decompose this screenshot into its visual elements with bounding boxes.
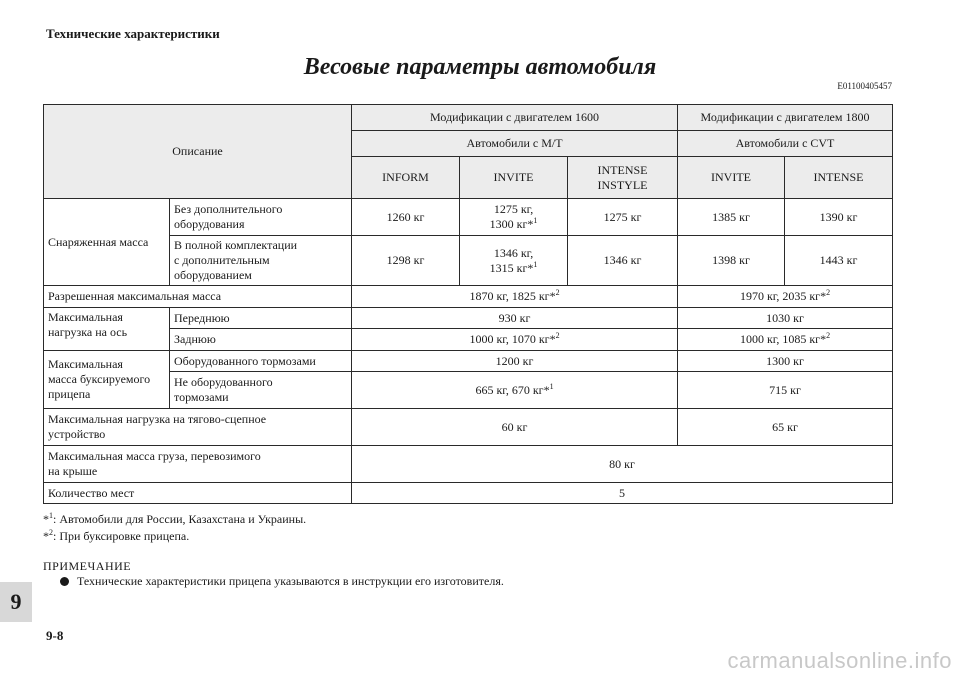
curb-weight-full-sub: В полной комплектации с дополнительным оборудованием — [170, 236, 352, 286]
cell-value: 60 кг — [352, 409, 678, 446]
row-towbar-load-label: Максимальная нагрузка на тягово-сцепное устройство — [44, 409, 352, 446]
cell-line: 1315 кг* — [489, 260, 534, 275]
header-description: Описание — [44, 105, 352, 199]
cell-value — [352, 329, 678, 351]
page-number: 9-8 — [46, 628, 64, 643]
header-invite: INVITE — [460, 157, 568, 199]
trailer-unbraked-sub: Не оборудованного тормозами — [170, 372, 352, 409]
footnote-sup: 1 — [533, 259, 538, 269]
footnote-sup: 2 — [49, 528, 53, 537]
document-code: E01100405457 — [837, 81, 892, 91]
axle-rear-sub: Заднюю — [170, 329, 352, 351]
cell-value: 65 кг — [678, 409, 893, 446]
cell-value: 715 кг — [678, 372, 893, 409]
footnote-sup: 1 — [49, 511, 53, 520]
header-mod-1600: Модификации с двигателем 1600 — [352, 105, 678, 131]
cell-value — [678, 329, 893, 351]
header-invite-cvt: INVITE — [678, 157, 785, 199]
cell-value: 1443 кг — [785, 236, 893, 286]
bullet-icon — [60, 577, 69, 586]
cell-value — [678, 286, 893, 308]
note-title: ПРИМЕЧАНИЕ — [43, 559, 132, 573]
cell-value — [352, 286, 678, 308]
footnote-text: : Автомобили для России, Казахстана и Украины. — [53, 512, 307, 526]
cell-line: 1346 кг, — [493, 245, 534, 260]
note-text: Технические характеристики прицепа указываются в инструкции его изготовителя. — [77, 574, 504, 588]
note-item — [60, 574, 504, 589]
trailer-braked-sub: Оборудованного тормозами — [170, 351, 352, 372]
cell-value: 1030 кг — [678, 308, 893, 329]
chapter-tab: 9 — [0, 582, 32, 622]
cell-text: 1870 кг, 1825 кг* — [469, 289, 556, 303]
row-seats-label: Количество мест — [44, 483, 352, 504]
cell-line: 1300 кг* — [489, 217, 534, 231]
footnote-sup: 2 — [826, 288, 831, 297]
section-header: Технические характеристики — [46, 26, 220, 41]
header-intense-instyle: INTENSE INSTYLE — [568, 157, 678, 199]
cell-text: 665 кг, 670 кг* — [475, 382, 550, 397]
row-max-weight-label: Разрешенная максимальная масса — [44, 286, 352, 308]
footnote-1 — [43, 512, 306, 527]
cell-value: 1275 кг — [568, 199, 678, 236]
cell-value: 1385 кг — [678, 199, 785, 236]
footnote-sup: 1 — [549, 381, 554, 391]
weight-spec-table — [43, 104, 893, 504]
header-mt: Автомобили с M/T — [352, 131, 678, 157]
cell-value-multi — [460, 236, 568, 286]
header-inform: INFORM — [352, 157, 460, 199]
row-curb-weight-label: Снаряженная масса — [44, 199, 170, 286]
cell-value-multi — [460, 199, 568, 236]
cell-value: 930 кг — [352, 308, 678, 329]
cell-value: 1300 кг — [678, 351, 893, 372]
footnote-mark: * — [43, 512, 49, 526]
cell-value: 1298 кг — [352, 236, 460, 286]
row-trailer-label: Максимальная масса буксируемого прицепа — [44, 351, 170, 409]
footnote-sup: 2 — [826, 331, 831, 340]
footnote-2 — [43, 529, 189, 544]
cell-value: 1390 кг — [785, 199, 893, 236]
cell-value: 5 — [352, 483, 893, 504]
cell-text: 1000 кг, 1070 кг* — [469, 332, 556, 346]
cell-value — [352, 372, 678, 409]
cell-text: 1000 кг, 1085 кг* — [739, 332, 827, 346]
footnote-text: : При буксировке прицепа. — [53, 529, 190, 543]
curb-weight-base-sub: Без дополнительного оборудования — [170, 199, 352, 236]
cell-text: 1970 кг, 2035 кг* — [739, 289, 827, 303]
watermark: carmanualsonline.info — [727, 648, 952, 673]
axle-front-sub: Переднюю — [170, 308, 352, 329]
cell-line: 1275 кг, — [493, 202, 534, 216]
row-axle-load-label: Максимальная нагрузка на ось — [44, 308, 170, 351]
cell-value: 1398 кг — [678, 236, 785, 286]
cell-value: 1200 кг — [352, 351, 678, 372]
page-title: Весовые параметры автомобиля — [303, 54, 657, 80]
footnote-mark: * — [43, 529, 49, 543]
cell-value: 1346 кг — [568, 236, 678, 286]
row-roof-load-label: Максимальная масса груза, перевозимого на крыше — [44, 446, 352, 483]
cell-value: 1260 кг — [352, 199, 460, 236]
footnote-sup: 2 — [555, 288, 560, 297]
header-cvt: Автомобили с CVT — [678, 131, 893, 157]
header-intense-cvt: INTENSE — [785, 157, 893, 199]
cell-value: 80 кг — [352, 446, 893, 483]
footnote-sup: 1 — [533, 216, 538, 225]
footnote-sup: 2 — [555, 331, 560, 340]
header-mod-1800: Модификации с двигателем 1800 — [678, 105, 893, 131]
